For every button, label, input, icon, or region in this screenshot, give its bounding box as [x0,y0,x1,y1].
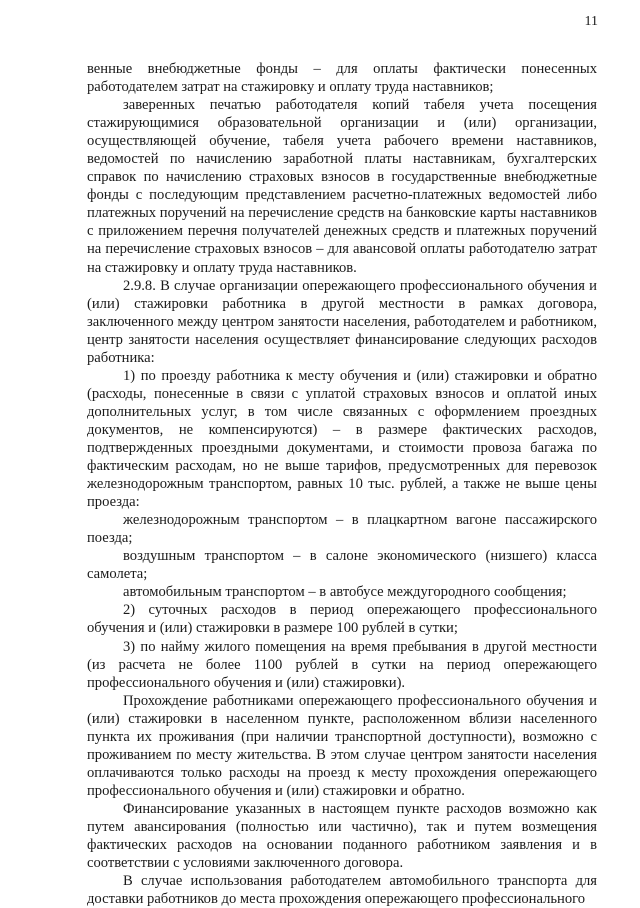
page-number: 11 [584,14,598,29]
paragraph: Прохождение работниками опережающего профессионального обучения и (или) стажировки в населенном пункте, расположенном вблизи населенного пункта их проживания (при наличии транспортной доступности), возможно с проживанием по месту жительства. В этом случае центром занятости населения оплачиваются только расходы на проезд к месту прохождения опережающего профессионального обучения и (или) стажировки и обратно. [87,692,597,799]
paragraph: Финансирование указанных в настоящем пункте расходов возможно как путем авансирования (полностью или частично), так и путем возмещения фактических расходов на основании поданного работником заявления и в соответствии с условиями заключенного договора. [87,800,597,872]
paragraph: автомобильным транспортом – в автобусе междугородного сообщения; [123,584,567,601]
paragraph: воздушным транспортом – в салоне экономического (низшего) класса самолета; [87,548,597,583]
paragraph: венные внебюджетные фонды – для оплаты фактически понесенных работодателем затрат на стажировку и оплату труда наставников; [87,61,597,96]
paragraph: 1) по проезду работника к месту обучения и (или) стажировки и обратно (расходы, понесенные в связи с уплатой страховых взносов и оплатой иных дополнительных услуг, в том числе связанных с оформлением проездных документов, не компенсируются) – в размере фактических расходов, подтвержденных проездными документами, и стоимости провоза багажа по фактическим расходам, но не выше тарифов, предусмотренных для перевозок железнодорожным транспортом, равных 10 тыс. рублей, а также не выше цены проезда: [87,367,597,511]
paragraph: В случае использования работодателем автомобильного транспорта для доставки работников до места прохождения опережающего профессионального [87,873,597,908]
paragraph: заверенных печатью работодателя копий табеля учета посещения стажирующимися образовательной организации и (или) организации, осуществляющей обучение, табеля учета рабочего времени наставников, ведомостей по начислению заработной платы наставникам, бухгалтерских справок по начислению страховых взносов в государственные внебюджетные фонды с последующим представлением расчетно-платежных ведомостей либо платежных поручений на перечисление средств на банковские карты наставников с приложением перечня получателей денежных средств и платежных поручений на перечисление страховых взносов – для авансовой оплаты работодателю затрат на стажировку и оплату труда наставников. [87,97,597,276]
paragraph: 2.9.8. В случае организации опережающего профессионального обучения и (или) стажировки работника в другой местности в рамках договора, заключенного между центром занятости населения, работодателем и работником, центр занятости населения осуществляет финансирование следующих расходов работника: [87,277,597,366]
paragraph: 2) суточных расходов в период опережающего профессионального обучения и (или) стажировки в размере 100 рублей в сутки; [87,602,597,637]
paragraph: железнодорожным транспортом – в плацкартном вагоне пассажирского поезда; [87,512,597,547]
document-body [87,60,597,908]
paragraph: 3) по найму жилого помещения на время пребывания в другой местности (из расчета не более 1100 рублей в сутки на период опережающего профессионального обучения и (или) стажировки). [87,638,597,691]
